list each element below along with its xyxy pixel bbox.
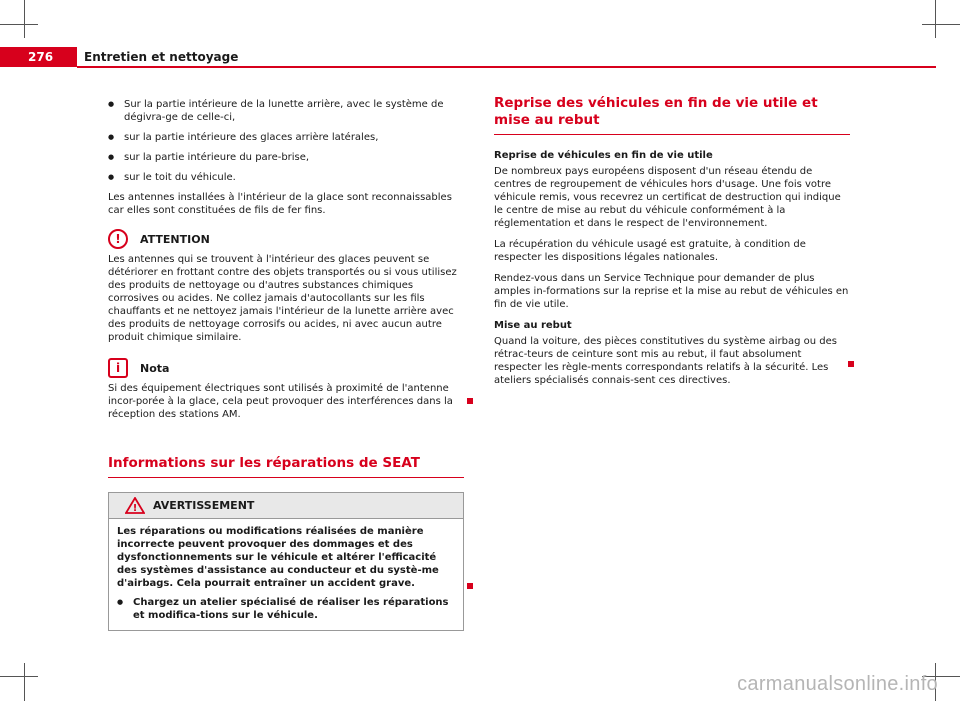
note-heading [108, 358, 464, 378]
right-column [494, 95, 850, 395]
attention-text: Les antennes qui se trouvent à l'intérieur des glaces peuvent se détériorer en frottant contre des objets transportés ou si vous utilisez des produits de nettoyage ou d'autres substances chimiques corrosives ou acides. Ne collez jamais d'autocollants sur les fils chauffants et ne nettoyez jamais l'intérieur de la lunette arrière avec des produits de nettoyage corrosifs ou acides, ni avec aucun autre produit chimique similaire. [108, 254, 457, 343]
note-text: Si des équipement électriques sont utilisés à proximité de l'antenne incor-porée à la glace, cela peut provoquer des interférences dans la réception des stations AM. [108, 383, 453, 420]
attention-heading [108, 229, 464, 249]
crop-mark [24, 0, 25, 38]
list-item: ● sur la partie intérieure des glaces arrière latérales, [108, 131, 464, 144]
paragraph: Rendez-vous dans un Service Technique pour demander de plus amples in-formations sur la reprise et la mise au rebut de véhicules en fin de vie utile. [494, 273, 849, 310]
crop-mark [0, 676, 38, 677]
crop-mark [935, 0, 936, 38]
paragraph: De nombreux pays européens disposent d'un réseau étendu de centres de regroupement de véhicules hors d'usage. Une fois votre véhicule remis, vous recevrez un certificat de destruction qui indique le centre de mise au rebut du véhicule conformément à la réglementation et dans le respect de l'environnement. [494, 166, 841, 229]
warning-title: AVERTISSEMENT [153, 499, 255, 512]
warning-text: Les réparations ou modifications réalisées de manière incorrecte peuvent provoquer des dommages et des dysfonctionnements sur le véhicule et altérer l'efficacité des systèmes d'assistance au conducteur et du systè-me d'airbags. Cela pourrait entraîner un accident grave. [117, 526, 439, 589]
list-item: ● Sur la partie intérieure de la lunette arrière, avec le système de dégivra-ge de celle-ci, [108, 98, 464, 124]
warning-body [109, 519, 463, 630]
warning-header [109, 493, 463, 519]
svg-text:!: ! [132, 503, 138, 514]
crop-mark [0, 24, 38, 25]
subheading: Mise au rebut [494, 320, 572, 331]
note-title: Nota [140, 361, 170, 375]
attention-icon: ! [108, 229, 128, 249]
section-title-recycling: Reprise des véhicules en fin de vie utile et mise au rebut [494, 95, 850, 135]
paragraph: Les antennes installées à l'intérieur de la glace sont reconnaissables car elles sont constituées de fils de fer fins. [108, 192, 452, 216]
crop-mark [24, 663, 25, 701]
warning-triangle-icon [125, 497, 145, 514]
list-item: ● sur la partie intérieure du pare-brise, [108, 151, 464, 164]
list-item: ● Chargez un atelier spécialisé de réaliser les réparations et modifica-tions sur le véhicule. [117, 596, 455, 622]
crop-mark [922, 24, 960, 25]
subheading: Reprise de véhicules en fin de vie utile [494, 150, 713, 161]
section-end-marker [467, 398, 473, 404]
page-header-title: Entretien et nettoyage [84, 50, 239, 64]
info-icon: i [108, 358, 128, 378]
section-end-marker [467, 583, 473, 589]
left-column [108, 98, 464, 631]
page-number: 276 [0, 47, 77, 67]
attention-title: ATTENTION [140, 232, 210, 246]
warning-box [108, 492, 464, 631]
section-title-repairs: Informations sur les réparations de SEAT [108, 455, 464, 478]
paragraph: La récupération du véhicule usagé est gratuite, à condition de respecter les dispositions légales nationales. [494, 239, 806, 263]
list-item: ● sur le toit du véhicule. [108, 171, 464, 184]
watermark: carmanualsonline.info [737, 673, 938, 695]
header-rule [77, 66, 936, 68]
paragraph: Quand la voiture, des pièces constitutives du système airbag ou des rétrac-teurs de ceinture sont mis au rebut, il faut absolument respecter les règle-ments correspondants relatifs à la sécurité. Les ateliers spécialisés connais-sent ces directives. [494, 336, 837, 386]
